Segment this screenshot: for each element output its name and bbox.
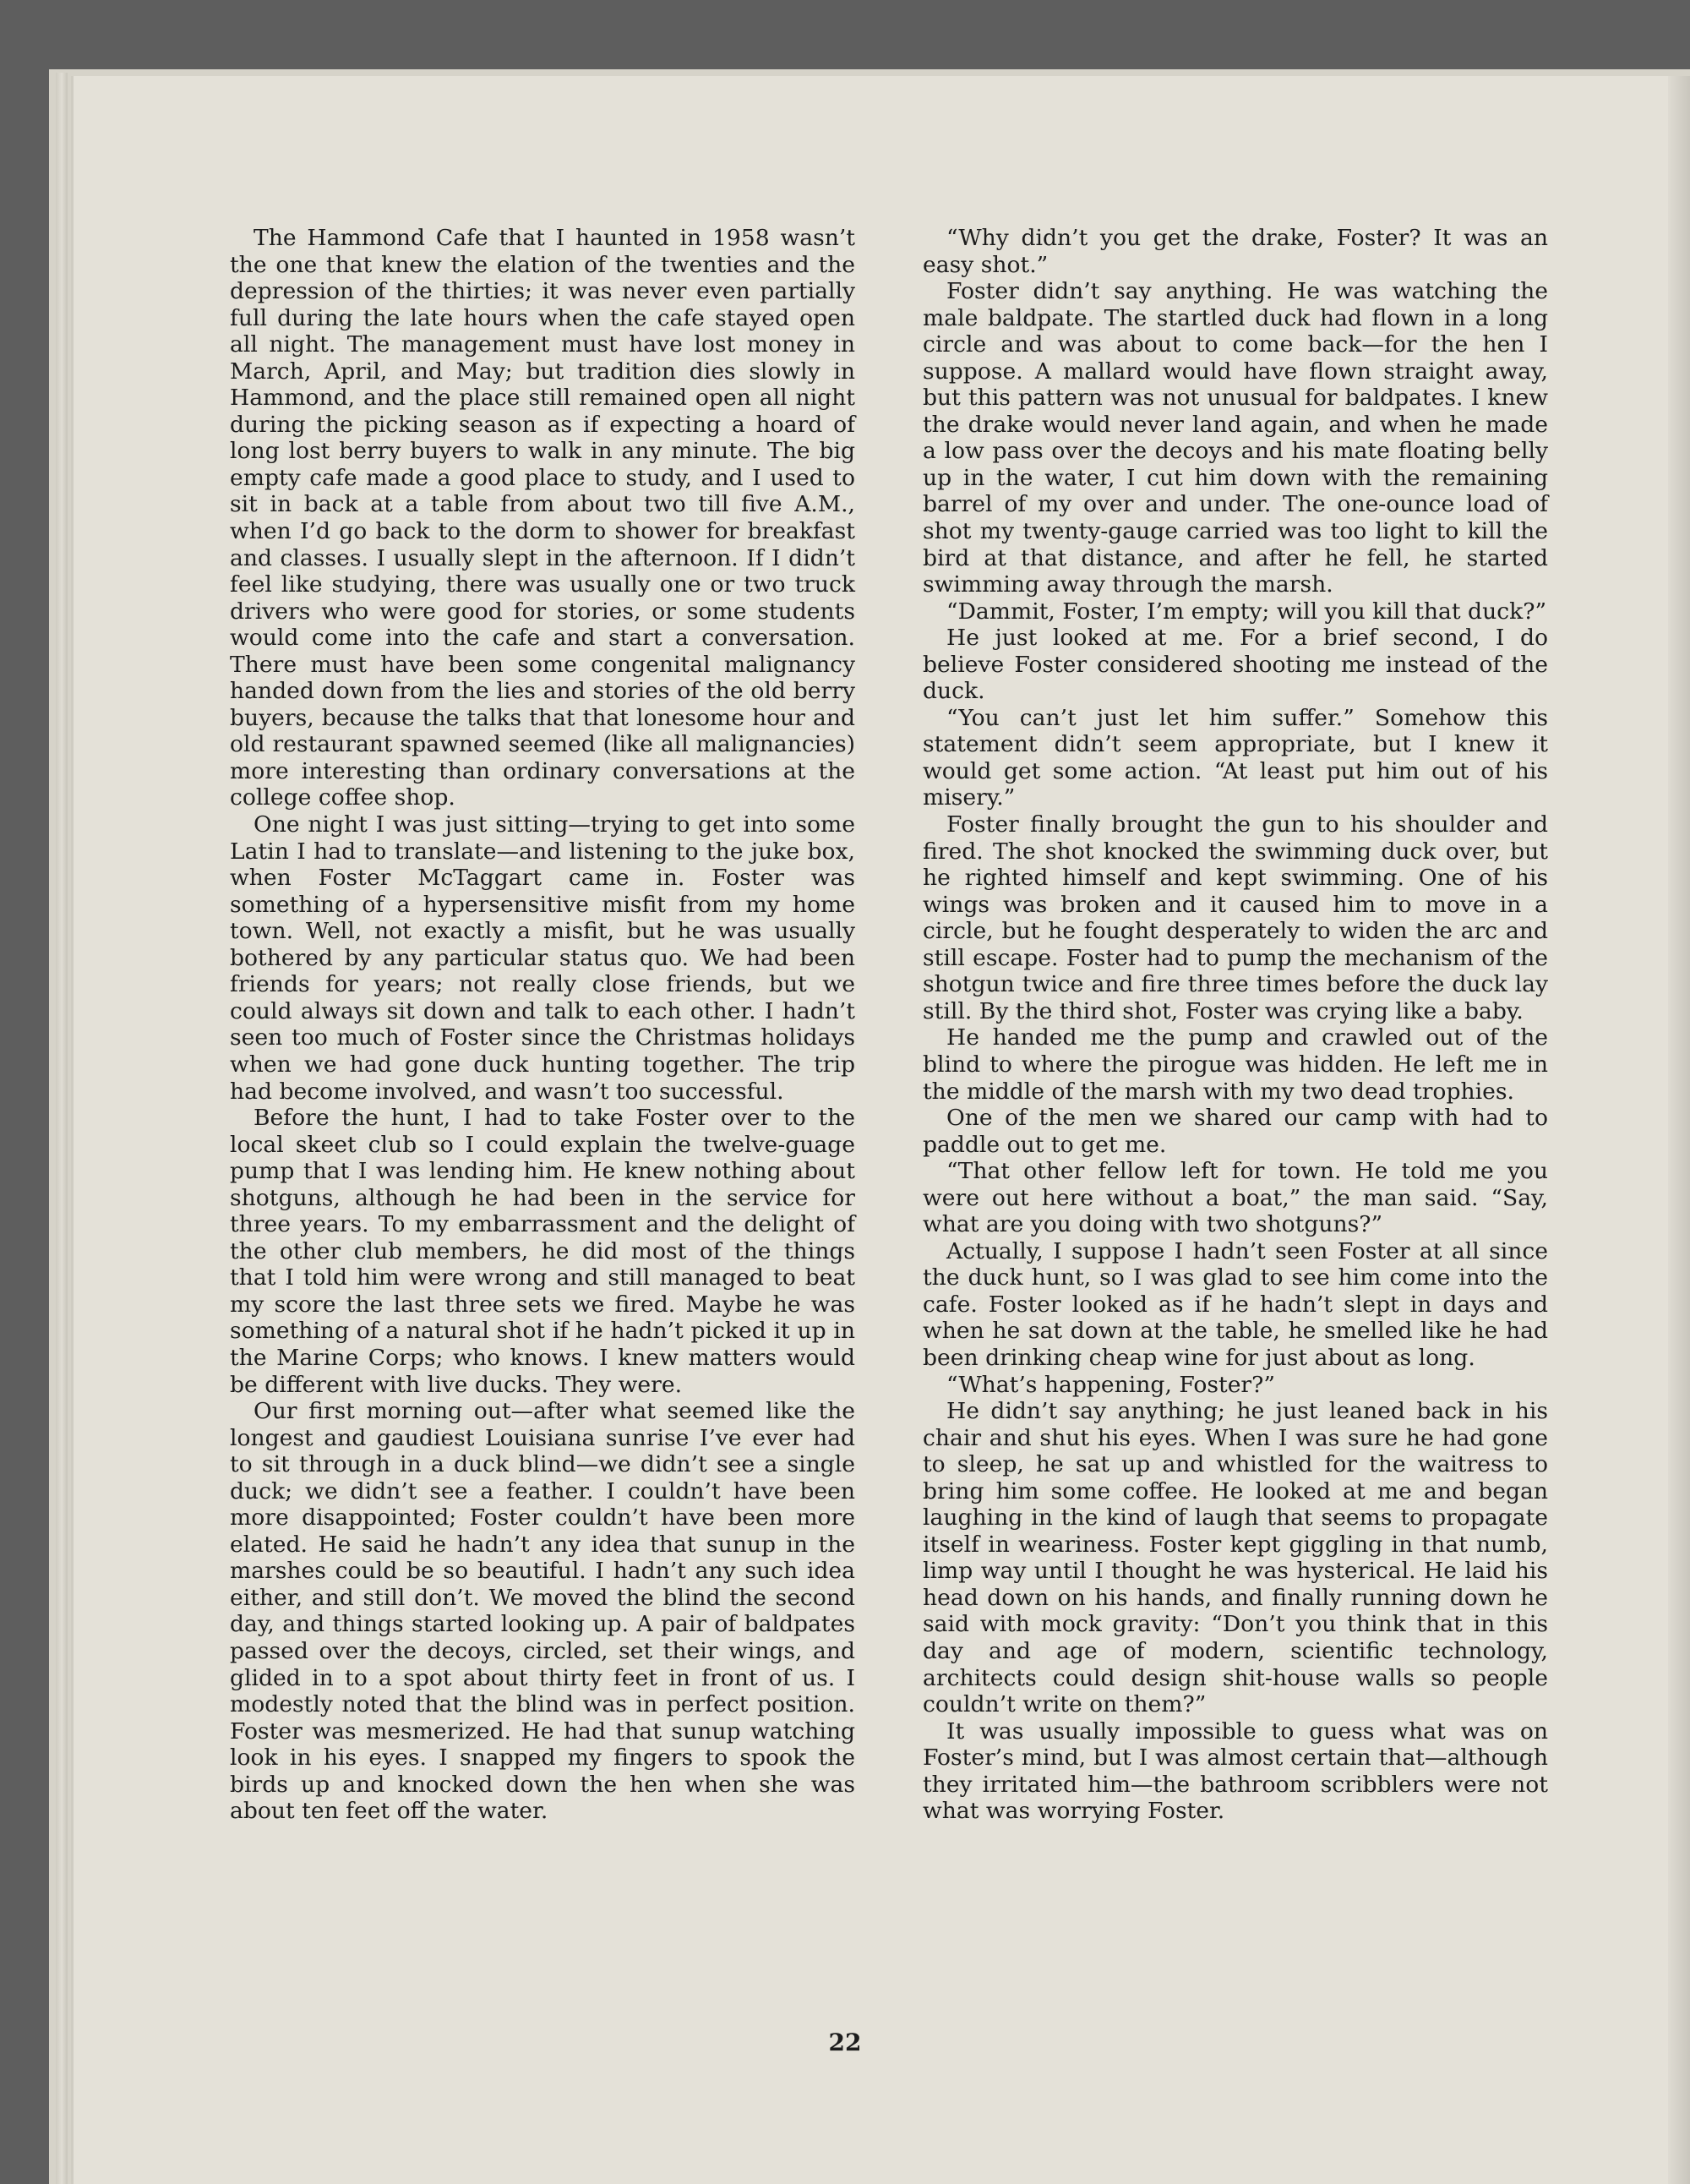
page-right-edge — [1668, 76, 1690, 2184]
paragraph: He just looked at me. For a brief second, I do believe Foster considered shooting me instead of the duck. — [923, 625, 1548, 705]
paragraph: Before the hunt, I had to take Foster over to the local skeet club so I could explain the twelve-guage pump that I was lending him. He knew nothing about shotguns, although he had been in the service for three years. To my embarrassment and the delight of the other club members, he did most of the things that I told him were wrong and still managed to beat my score the last three sets we fired. Maybe he was something of a natural shot if he hadn’t picked it up in the Marine Corps; who knows. I knew matters would be different with live ducks. They were. — [230, 1105, 855, 1398]
paragraph: One of the men we shared our camp with had to paddle out to get me. — [923, 1105, 1548, 1158]
paragraph: “That other fellow left for town. He told me you were out here without a boat,” the man said. “Say, what are you doing with two shotguns?” — [923, 1158, 1548, 1238]
paragraph: One night I was just sitting—trying to get into some Latin I had to translate—and listening to the juke box, when Foster McTaggart came in. Foster was something of a hypersensitive misfit from my home town. Well, not exactly a misfit, but he was usually bothered by any particular status quo. We had been friends for years; not really close friends, but we could always sit down and talk to each other. I hadn’t seen too much of Foster since the Christmas holidays when we had gone duck hunting together. The trip had become involved, and wasn’t too successful. — [230, 811, 855, 1105]
paragraph: “Why didn’t you get the drake, Foster? It was an easy shot.” — [923, 225, 1548, 278]
paragraph: He didn’t say anything; he just leaned back in his chair and shut his eyes. When I was sure he had gone to sleep, he sat up and whistled for the waitress to bring him some coffee. He looked at me and began laughing in the kind of laugh that seems to propagate itself in weariness. Foster kept giggling in that numb, limp way until I thought he was hysterical. He laid his head down on his hands, and finally running down he said with mock gravity: “Don’t you think that in this day and age of modern, scientific technology, architects could design shit-house walls so people couldn’t write on them?” — [923, 1398, 1548, 1718]
page-binding-edge — [56, 73, 68, 2184]
paragraph: “Dammit, Foster, I’m empty; will you kill that duck?” — [946, 598, 1547, 625]
right-column — [923, 225, 1548, 1825]
paragraph: Actually, I suppose I hadn’t seen Foster at all since the duck hunt, so I was glad to see him come into the cafe. Foster looked as if he hadn’t slept in days and when he sat down at the table, he smelled like he had been drinking cheap wine for just about as long. — [923, 1237, 1548, 1371]
paragraph: Foster didn’t say anything. He was watching the male baldpate. The startled duck had flown in a long circle and was about to come back—for the hen I suppose. A mallard would have flown straight away, but this pattern was not unusual for baldpates. I knew the drake would never land again, and when he made a low pass over the decoys and his mate floating belly up in the water, I cut him down with the remaining barrel of my over and under. The one-ounce load of shot my twenty-gauge carried was too light to kill the bird at that distance, and after he fell, he started swimming away through the marsh. — [923, 278, 1548, 598]
paragraph: Our first morning out—after what seemed like the longest and gaudiest Louisiana sunrise I’ve ever had to sit through in a duck blind—we didn’t see a single duck; we didn’t see a feather. I couldn’t have been more disappointed; Foster couldn’t have been more elated. He said he hadn’t any idea that sunup in the marshes could be so beautiful. I hadn’t any such idea either, and still don’t. We moved the blind the second day, and things started looking up. A pair of baldpates passed over the decoys, circled, set their wings, and glided in to a spot about thirty feet in front of us. I modestly noted that the blind was in perfect position. Foster was mesmerized. He had that sunup watching look in his eyes. I snapped my fingers to spook the birds up and knocked down the hen when she was about ten feet off the water. — [230, 1398, 855, 1825]
left-column — [230, 225, 855, 1825]
paragraph: Foster finally brought the gun to his shoulder and fired. The shot knocked the swimming duck over, but he righted himself and kept swimming. One of his wings was broken and it caused him to move in a circle, but he fought desperately to widen the arc and still escape. Foster had to pump the mechanism of the shotgun twice and fire three times before the duck lay still. By the third shot, Foster was crying like a baby. — [923, 811, 1548, 1024]
paragraph: The Hammond Cafe that I haunted in 1958 wasn’t the one that knew the elation of the twenties and the depression of the thirties; it was never even partially full during the late hours when the cafe stayed open all night. The management must have lost money in March, April, and May; but tradition dies slowly in Hammond, and the place still remained open all night during the picking season as if expecting a hoard of long lost berry buyers to walk in any minute. The big empty cafe made a good place to study, and I used to sit in back at a table from about two till five A.M., when I’d go back to the dorm to shower for breakfast and classes. I usually slept in the afternoon. If I didn’t feel like studying, there was usually one or two truck drivers who were good for stories, or some students would come into the cafe and start a conversation. There must have been some congenital malignancy handed down from the lies and stories of the old berry buyers, because the talks that that lonesome hour and old restaurant spawned seemed (like all malignancies) more interesting than ordinary conversations at the college coffee shop. — [230, 225, 855, 811]
paragraph: “What’s happening, Foster?” — [946, 1371, 1275, 1398]
paragraph: He handed me the pump and crawled out of the blind to where the pirogue was hidden. He left me in the middle of the marsh with my two dead trophies. — [923, 1024, 1548, 1105]
paragraph: It was usually impossible to guess what was on Foster’s mind, but I was almost certain that—although they irritated him—the bathroom scribblers were not what was worrying Foster. — [923, 1717, 1548, 1825]
page-number: 22 — [828, 2028, 862, 2056]
paragraph: “You can’t just let him suffer.” Somehow this statement didn’t seem appropriate, but I knew it would get some action. “At least put him out of his misery.” — [923, 704, 1548, 811]
